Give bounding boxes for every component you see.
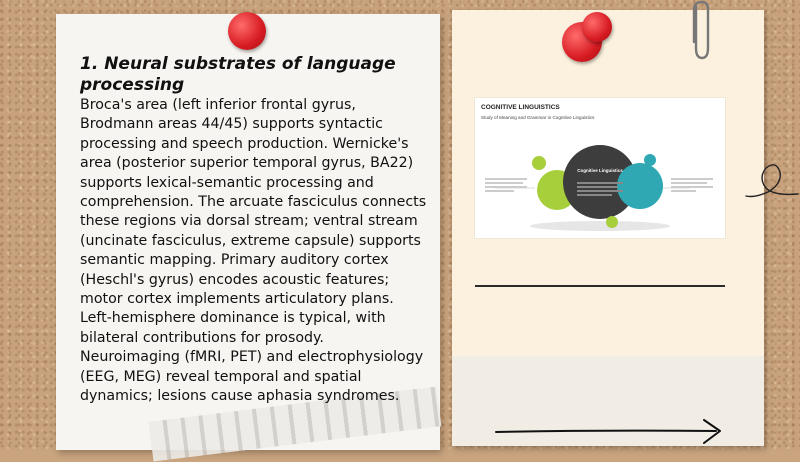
slide-title: COGNITIVE LINGUISTICS — [481, 104, 560, 111]
note-body-text: Broca's area (left inferior frontal gyrus, Brodmann areas 44/45) supports syntactic processing and speech production. Wernicke's area (posterior superior temporal gyrus, BA22) supports lexical-semantic processing and comprehension. The arcuate fasciculus connects these regions via dorsal stream; ventral stream (uncinate fasciculus, extreme capsule) supports semantic mapping. Primary auditory cortex (Heschl's gyrus) encodes acoustic features; motor cortex implements articulatory plans. Left-hemisphere dominance is typical, with bilateral contributions for prosody. Neuroimaging (fMRI, PET) and electrophysiology (EEG, MEG) reveal temporal and spatial dynamics; lesions cause aphasia syndromes. — [80, 97, 427, 405]
slide-thumbnail[interactable] — [475, 98, 725, 238]
arrow-right-icon — [494, 418, 726, 448]
slide-right-text-block — [671, 178, 713, 192]
note-heading: 1. Neural substrates of language processing — [80, 54, 396, 95]
paperclip-icon — [688, 0, 714, 62]
loop-doodle-icon — [744, 150, 800, 210]
slide-center-label: Cognitive Linguistics — [577, 168, 623, 173]
divider-line — [475, 285, 725, 287]
pushpin-icon — [582, 12, 612, 42]
slide-center-text-block — [577, 182, 623, 196]
slide-subtitle: Study of Meaning and Grammar in Cognitive Linguistics — [481, 115, 595, 120]
pushpin-icon — [228, 12, 266, 50]
slide-left-text-block — [485, 178, 527, 192]
